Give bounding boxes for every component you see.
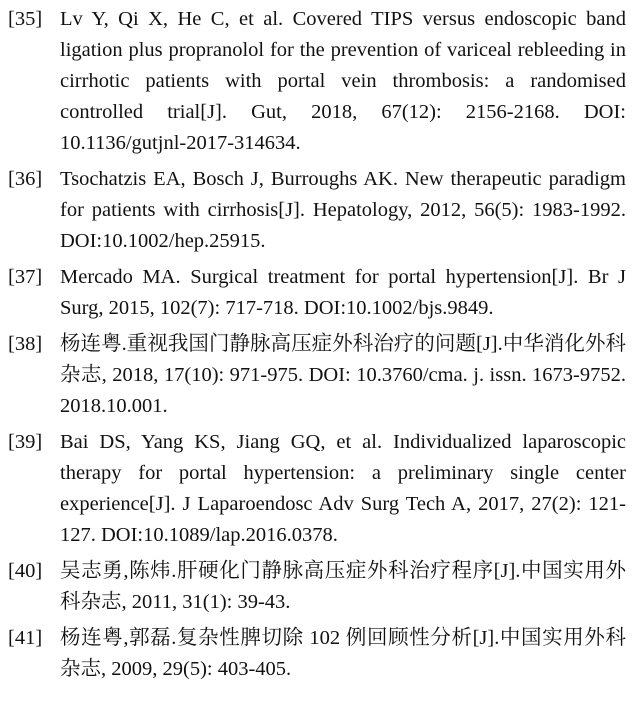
reference-item-39: [8, 427, 626, 551]
reference-text: Lv Y, Qi X, He C, et al. Covered TIPS versus endoscopic band ligation plus propranolol for the prevention of variceal rebleeding in cirrhotic patients with portal vein thrombosis: a randomised controlled trial[J]. Gut, 2018, 67(12): 2156-2168. DOI: 10.1136/gutjnl-2017-314634.: [60, 8, 626, 154]
reference-text: Tsochatzis EA, Bosch J, Burroughs AK. New therapeutic paradigm for patients with cirrhosis[J]. Hepatology, 2012, 56(5): 1983-1992. DOI:10.1002/hep.25915.: [60, 168, 626, 252]
reference-text: 吴志勇,陈炜.肝硬化门静脉高压症外科治疗程序[J].中国实用外科杂志, 2011, 31(1): 39-43.: [60, 560, 626, 613]
reference-item-35: [8, 4, 626, 159]
reference-number: [40]: [8, 560, 43, 582]
reference-number: [36]: [8, 168, 43, 190]
reference-item-37: [8, 262, 626, 324]
reference-item-40: [8, 556, 626, 618]
reference-text: Mercado MA. Surgical treatment for portal hypertension[J]. Br J Surg, 2015, 102(7): 717-718. DOI:10.1002/bjs.9849.: [60, 266, 626, 319]
reference-item-41: [8, 623, 626, 685]
reference-number: [39]: [8, 431, 43, 453]
reference-text: 杨连粤.重视我国门静脉高压症外科治疗的问题[J].中华消化外科杂志, 2018, 17(10): 971-975. DOI: 10.3760/cma. j. issn. 1673-9752.2018.10.001.: [60, 333, 626, 417]
reference-number: [41]: [8, 627, 43, 649]
reference-item-36: [8, 164, 626, 257]
reference-text: Bai DS, Yang KS, Jiang GQ, et al. Individualized laparoscopic therapy for portal hypertension: a preliminary single center experience[J]. J Laparoendosc Adv Surg Tech A, 2017, 27(2): 121-127. DOI:10.1089/lap.2016.0378.: [60, 431, 626, 546]
reference-number: [35]: [8, 8, 43, 30]
reference-item-38: [8, 329, 626, 422]
reference-text: 杨连粤,郭磊.复杂性脾切除 102 例回顾性分析[J].中国实用外科杂志, 2009, 29(5): 403-405.: [60, 627, 626, 680]
reference-number: [38]: [8, 333, 43, 355]
reference-number: [37]: [8, 266, 43, 288]
